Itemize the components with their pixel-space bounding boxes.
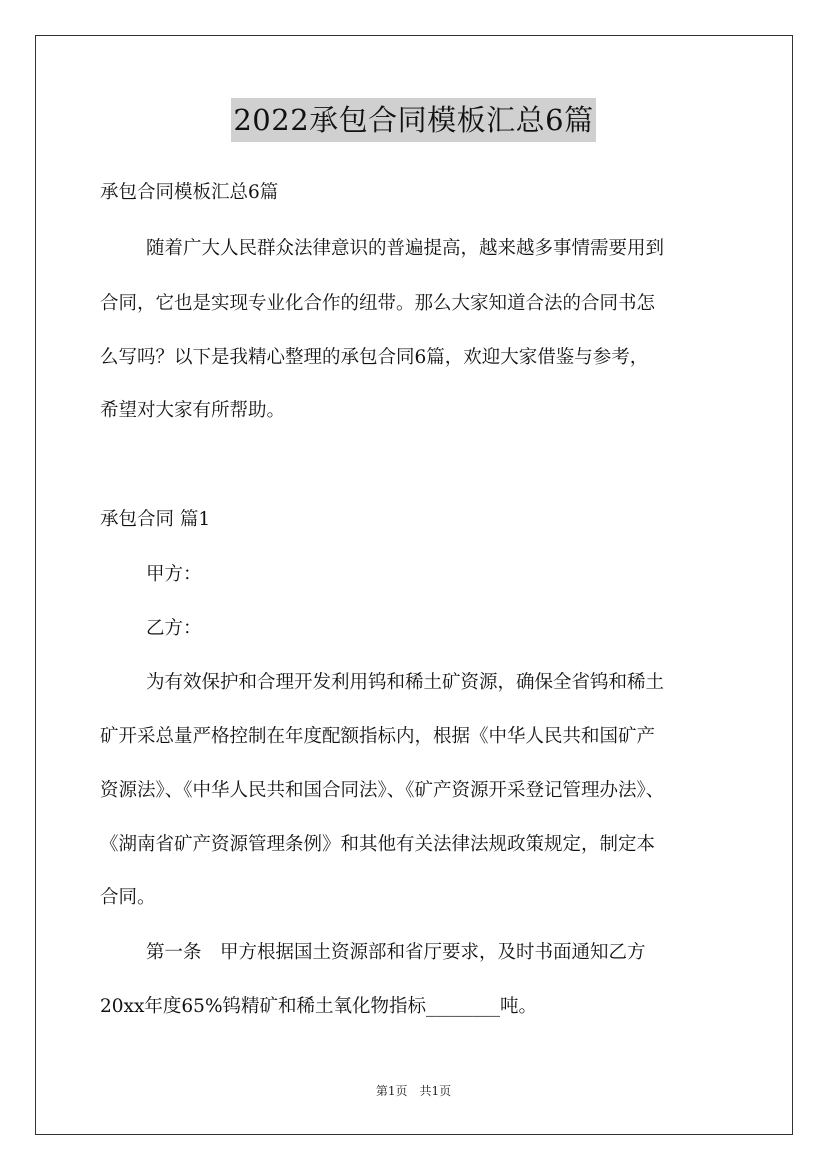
paragraph-line: 希望对大家有所帮助。 xyxy=(100,400,286,421)
section-heading: 承包合同 篇1 xyxy=(100,509,211,530)
subtitle-line: 承包合同模板汇总6篇 xyxy=(100,182,279,203)
paragraph-line: 么写吗？以下是我精心整理的承包合同6篇，欢迎大家借鉴与参考， xyxy=(100,347,649,368)
paragraph-line: 为有效保护和合理开发利用钨和稀土矿资源，确保全省钨和稀土 xyxy=(146,672,665,693)
document-title xyxy=(0,98,827,142)
paragraph-line: 《湖南省矿产资源管理条例》和其他有关法律法规政策规定，制定本 xyxy=(100,834,656,855)
paragraph-line: 随着广大人民群众法律意识的普遍提高，越来越多事情需要用到 xyxy=(146,238,665,259)
document-title-text: 2022承包合同模板汇总6篇 xyxy=(231,98,595,142)
paragraph-line: 资源法》、《中华人民共和国合同法》、《矿产资源开采登记管理办法》、 xyxy=(100,780,665,801)
article-one-line: 20xx年度65%钨精矿和稀土氧化物指标________吨。 xyxy=(100,996,538,1017)
party-b-line: 乙方： xyxy=(146,618,202,639)
article-one-line: 第一条 甲方根据国土资源部和省厅要求，及时书面通知乙方 xyxy=(146,942,646,963)
paragraph-line: 矿开采总量严格控制在年度配额指标内，根据《中华人民共和国矿产 xyxy=(100,726,656,747)
paragraph-line: 合同，它也是实现专业化合作的纽带。那么大家知道合法的合同书怎 xyxy=(100,293,656,314)
paragraph-line: 合同。 xyxy=(100,887,156,908)
page-footer: 第1页 共1页 xyxy=(375,1084,452,1098)
party-a-line: 甲方： xyxy=(146,564,202,585)
